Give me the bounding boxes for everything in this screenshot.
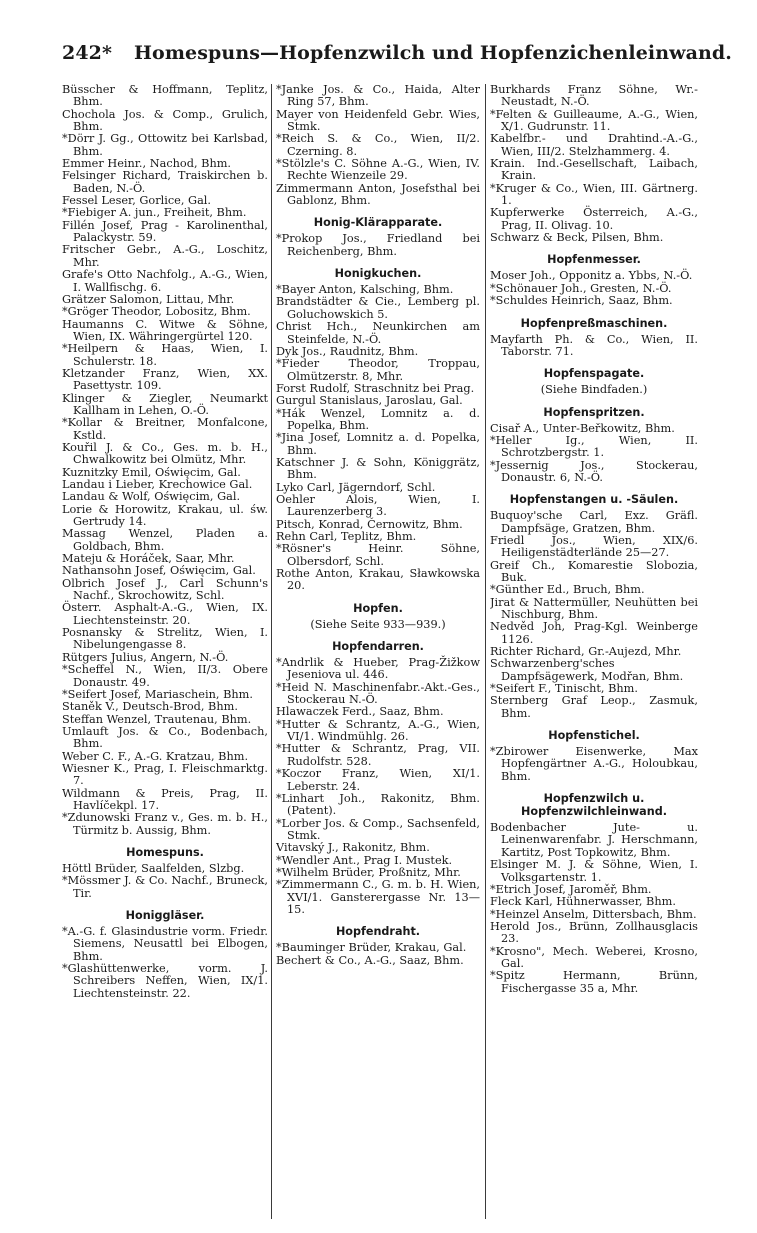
directory-entry: Greif Ch., Komarestie Slobozia, Buk. [490,558,698,584]
directory-entry: Büsscher & Hoffmann, Teplitz, Bhm. [62,84,268,109]
directory-entry: Zimmermann Anton, Josefsthal bei Gablonz, Bhm. [276,181,480,208]
directory-entry: Bechert & Co., A.-G., Saaz, Bhm. [276,953,464,967]
directory-entry: Kletzander Franz, Wien, XX. Pasettystr. 109. [62,366,268,393]
section-heading: Hopfenstangen u. -Säulen. [509,493,679,507]
directory-entry: Sternberg Graf Leop., Zasmuk, Bhm. [490,694,698,720]
directory-entry: Burkhards Franz Söhne, Wr.-Neustadt, N.-Ö. [490,84,698,109]
column-1 [62,84,268,1224]
section-heading: Honigkuchen. [334,267,422,281]
directory-entry: Vitavský J., Rakonitz, Bhm. [276,841,430,855]
section-heading: Hopfenzwilch u. Hopfenzwilchleinwand. [521,792,667,819]
directory-entry: *Hák Wenzel, Lomnitz a. d. Popelka, Bhm. [276,406,480,432]
directory-entry: *Schuldes Heinrich, Saaz, Bhm. [490,294,673,308]
directory-entry: Pitsch, Konrad, Černowitz, Bhm. [276,517,463,531]
directory-entry: *Fiebiger A. jun., Freiheit, Bhm. [62,206,247,220]
directory-entry: Lorie & Horowitz, Krakau, ul. św. Gertrudy 14. [62,502,268,529]
directory-entry: Buquoy'sche Carl, Exz. Gräfl. Dampfsäge, Gratzen, Bhm. [490,509,698,535]
directory-entry: Emmer Heinr., Nachod, Bhm. [62,157,232,171]
section-heading: Hopfenstichel. [548,729,640,743]
section-heading: Hopfendraht. [335,925,421,939]
directory-entry: Grätzer Salomon, Littau, Mhr. [62,292,235,306]
directory-entry: *Schönauer Joh., Gresten, N.-Ö. [490,281,672,295]
directory-entry: *Janke Jos. & Co., Haida, Alter Ring 57, Bhm. [276,84,480,109]
directory-entry: Mayer von Heidenfeld Gebr. Wies, Stmk. [276,107,480,134]
directory-entry: *Koczor Franz, Wien, XI/1. Leberstr. 24. [276,767,480,793]
directory-entry: Höttl Brüder, Saalfelden, Slzbg. [62,861,245,875]
directory-entry: Rothe Anton, Krakau, Sławkowska 20. [276,567,480,593]
directory-entry: *Zdunowski Franz v., Ges. m. b. H., Türmitz b. Aussig, Bhm. [62,811,268,837]
section-heading: Hopfen. [353,601,403,615]
directory-entry: Katschner J. & Sohn, Königgrätz, Bhm. [276,455,480,482]
section-heading: Hopfenmesser. [547,253,641,267]
directory-entry: *Reich S. & Co., Wien, II/2. Czerning. 8. [276,132,480,158]
directory-entry: Forst Rudolf, Straschnitz bei Prag. [276,381,475,395]
directory-entry: Fleck Karl, Hühnerwasser, Bhm. [490,895,676,909]
directory-entry: Mayfarth Ph. & Co., Wien, II. Taborstr. 71. [490,332,698,358]
directory-entry: *Lorber Jos. & Comp., Sachsenfeld, Stmk. [276,816,480,842]
directory-entry: *Krosno", Mech. Weberei, Krosno, Gal. [490,944,698,970]
page-title: Homespuns—Hopfenzwilch und Hopfenzichenleinwand. [134,42,733,64]
column-divider [485,84,486,1219]
column-3 [490,84,698,1224]
directory-entry: Steffan Wenzel, Trautenau, Bhm. [62,712,252,726]
directory-entry: Staněk V., Deutsch-Brod, Bhm. [62,700,238,714]
directory-entry: *Kruger & Co., Wien, III. Gärtnerg. 1. [490,181,698,208]
section-heading: Homespuns. [126,845,204,859]
directory-entry: Kabelfbr.- und Drahtind.-A.-G., Wien, III/2. Stelzhammerg. 4. [490,132,698,158]
directory-entry: Fillén Josef, Prag - Karolinenthal, Palackystr. 59. [62,218,268,245]
directory-entry: Nathansohn Josef, Oświęcim, Gal. [62,564,256,578]
directory-entry: *Heinzel Anselm, Dittersbach, Bhm. [490,907,697,921]
directory-entry: *Bayer Anton, Kalsching, Bhm. [276,283,454,297]
directory-entry: *Linhart Joh., Rakonitz, Bhm. (Patent). [276,791,480,818]
directory-entry: *Heller Ig., Wien, II. Schrotzbergstr. 1. [490,433,698,460]
section-heading: Honiggläser. [125,909,205,922]
column-divider [271,84,272,1219]
directory-entry: *Felten & Guilleaume, A.-G., Wien, X/1. Gudrunstr. 11. [490,107,698,134]
directory-entry: *Rösner's Heinr. Söhne, Olbersdorf, Schl. [276,542,480,568]
directory-entry: *Zimmermann C., G. m. b. H. Wien, XVI/1. Gansterergasse Nr. 13—15. [276,878,480,916]
directory-entry: Elsinger M. J. & Söhne, Wien, I. Volksgartenstr. 1. [490,858,698,884]
directory-entry: Klinger & Ziegler, Neumarkt Kallham in Lehen, O.-Ö. [62,391,268,417]
directory-entry: Dyk Jos., Raudnitz, Bhm. [276,344,419,358]
page-number: 242* [62,42,112,64]
directory-entry: *Bauminger Brüder, Krakau, Gal. [276,941,467,955]
directory-entry: Umlauft Jos. & Co., Bodenbach, Bhm. [62,724,268,751]
directory-entry: Krain. Ind.-Gesellschaft, Laibach, Krain. [490,157,698,183]
directory-entry: Olbrich Josef J., Carl Schunn's Nachf., Skrochowitz, Schl. [62,576,268,603]
section-note: (Siehe Bindfaden.) [540,383,648,397]
directory-entry: Wildmann & Preis, Prag, II. Havlíčekpl. 17. [62,786,268,812]
directory-entry: Posnansky & Strelitz, Wien, I. Nibelungengasse 8. [62,626,268,652]
directory-entry: Richter Richard, Gr.-Aujezd, Mhr. [490,645,682,659]
directory-entry: *Wendler Ant., Prag I. Mustek. [276,853,453,867]
section-heading: Hopfenspritzen. [543,405,645,419]
directory-entry: *Seifert F., Tinischt, Bhm. [490,682,638,696]
section-heading: Honig-Klärapparate. [313,216,443,230]
column-2 [276,84,480,1224]
directory-entry: Rehn Carl, Teplitz, Bhm. [276,530,417,543]
section-heading: Hopfenspagate. [543,367,645,381]
directory-entry: *Jina Josef, Lomnitz a. d. Popelka, Bhm. [276,431,480,457]
directory-entry: *Fieder Theodor, Troppau, Olmützerstr. 8, Mhr. [276,357,480,383]
directory-entry: Friedl Jos., Wien, XIX/6. Heiligenstädterlände 25—27. [490,533,698,560]
directory-entry: *Prokop Jos., Friedland bei Reichenberg, Bhm. [276,232,480,258]
directory-entry: *Stölzle's C. Söhne A.-G., Wien, IV. Rechte Wienzeile 29. [276,157,480,183]
section-note: (Siehe Seite 933—939.) [310,617,446,631]
directory-entry: *Günther Ed., Bruch, Bhm. [490,583,645,597]
directory-entry: *Kollar & Breitner, Monfalcone, Kstld. [62,416,268,442]
directory-entry: Oehler Alois, Wien, I. Laurenzerberg 3. [276,492,480,519]
directory-entry: *A.-G. f. Glasindustrie vorm. Friedr. Siemens, Neusattl bei Elbogen, Bhm. [62,925,268,963]
directory-entry: *Hutter & Schrantz, A.-G., Wien, VI/1. Windmühlg. 26. [276,717,480,744]
directory-entry: Grafe's Otto Nachfolg., A.-G., Wien, I. Wallfischg. 6. [62,268,268,294]
directory-entry: *Wilhelm Brüder, Proßnitz, Mhr. [276,865,461,879]
directory-entry: Mateju & Horáček, Saar, Mhr. [62,552,235,566]
directory-entry: Weber C. F., A.-G. Kratzau, Bhm. [62,749,249,763]
directory-entry: Jirat & Nattermüller, Neuhütten bei Nischburg, Bhm. [490,595,698,621]
directory-entry: Lyko Carl, Jägerndorf, Schl. [276,480,436,494]
directory-entry: Moser Joh., Opponitz a. Ybbs, N.-Ö. [490,269,693,283]
directory-entry: Brandstädter & Cie., Lemberg pl. Goluchowskich 5. [276,295,480,321]
directory-entry: Hlawaczek Ferd., Saaz, Bhm. [276,705,444,719]
directory-entry: Kuznitzky Emil, Oświęcim, Gal. [62,465,241,479]
directory-entry: *Jessernig Jos., Stockerau, Donaustr. 6, N.-Ö. [490,458,698,484]
directory-entry: *Spitz Hermann, Brünn, Fischergasse 35 a, Mhr. [490,969,698,995]
directory-entry: *Seifert Josef, Mariaschein, Bhm. [62,687,253,701]
directory-entry: Landau & Wolf, Oświęcim, Gal. [62,490,241,504]
directory-entry: Österr. Asphalt-A.-G., Wien, IX. Liechtensteinstr. 20. [62,601,268,627]
directory-entry: Wiesner K., Prag, I. Fleischmarktg. 7. [62,761,268,788]
directory-entry: Christ Hch., Neunkirchen am Steinfelde, N.-Ö. [276,320,480,346]
directory-entry: Kupferwerke Österreich, A.-G., Prag, II. Olivag. 10. [490,206,698,232]
directory-entry: Cisař A., Unter-Beřkowitz, Bhm. [490,421,675,435]
directory-entry: Nedvěd Joh, Prag-Kgl. Weinberge 1126. [490,620,698,646]
directory-entry: *Glashüttenwerke, vorm. J. Schreibers Neffen, Wien, IX/1. Liechtensteinstr. 22. [62,962,268,1000]
section-heading: Hopfendarren. [332,640,424,654]
directory-entry: *Dörr J. Gg., Ottowitz bei Karlsbad, Bhm. [62,132,268,158]
directory-entry: Schwarzenberg'sches Dampfsägewerk, Modřan, Bhm. [490,657,684,683]
directory-entry: *Heilpern & Haas, Wien, I. Schulerstr. 18. [62,342,268,368]
directory-entry: Herold Jos., Brünn, Zollhausglacis 23. [490,919,698,946]
directory-entry: *Heid N. Maschinenfabr.-Akt.-Ges., Stockerau N.-Ö. [276,680,480,707]
section-heading: Hopfenpreßmaschinen. [520,316,668,330]
directory-entry: Schwarz & Beck, Pilsen, Bhm. [490,231,664,245]
directory-entry: *Mössmer J. & Co. Nachf., Bruneck, Tir. [62,874,268,900]
directory-entry: *Hutter & Schrantz, Prag, VII. Rudolfstr. 528. [276,742,480,768]
directory-entry: *Gröger Theodor, Lobositz, Bhm. [62,305,251,319]
directory-entry: Rütgers Julius, Angern, N.-Ö. [62,650,229,664]
directory-entry: Chochola Jos. & Comp., Grulich, Bhm. [62,107,268,134]
page-header [62,42,733,78]
directory-entry: Gurgul Stanislaus, Jaroslau, Gal. [276,394,463,408]
directory-entry: *Scheffel N., Wien, II/3. Obere Donaustr. 49. [62,663,268,689]
directory-entry: Massag Wenzel, Pladen a. Goldbach, Bhm. [62,527,268,553]
directory-entry: Haumanns C. Witwe & Söhne, Wien, IX. Währingergürtel 120. [62,317,268,343]
directory-entry: *Etrich Josef, Jaroměř, Bhm. [490,882,652,896]
directory-entry: *Andrlik & Hueber, Prag-Žižkow Jeseniova ul. 446. [276,656,480,682]
directory-entry: Kouřil J. & Co., Ges. m. b. H., Chwalkowitz bei Olmütz, Mhr. [62,440,268,467]
directory-entry: Fessel Leser, Gorlice, Gal. [62,194,212,208]
directory-entry: *Zbirower Eisenwerke, Max Hopfengärtner A.-G., Holoubkau, Bhm. [490,745,698,783]
directory-entry: Landau i Lieber, Krechowice Gal. [62,478,253,491]
directory-entry: Felsinger Richard, Traiskirchen b. Baden, N.-Ö. [62,169,268,195]
directory-entry: Fritscher Gebr., A.-G., Loschitz, Mhr. [62,243,268,269]
directory-entry: Bodenbacher Jute- u. Leinenwarenfabr. J. Herschmann, Kartitz, Post Topkowitz, Bhm. [490,821,698,859]
